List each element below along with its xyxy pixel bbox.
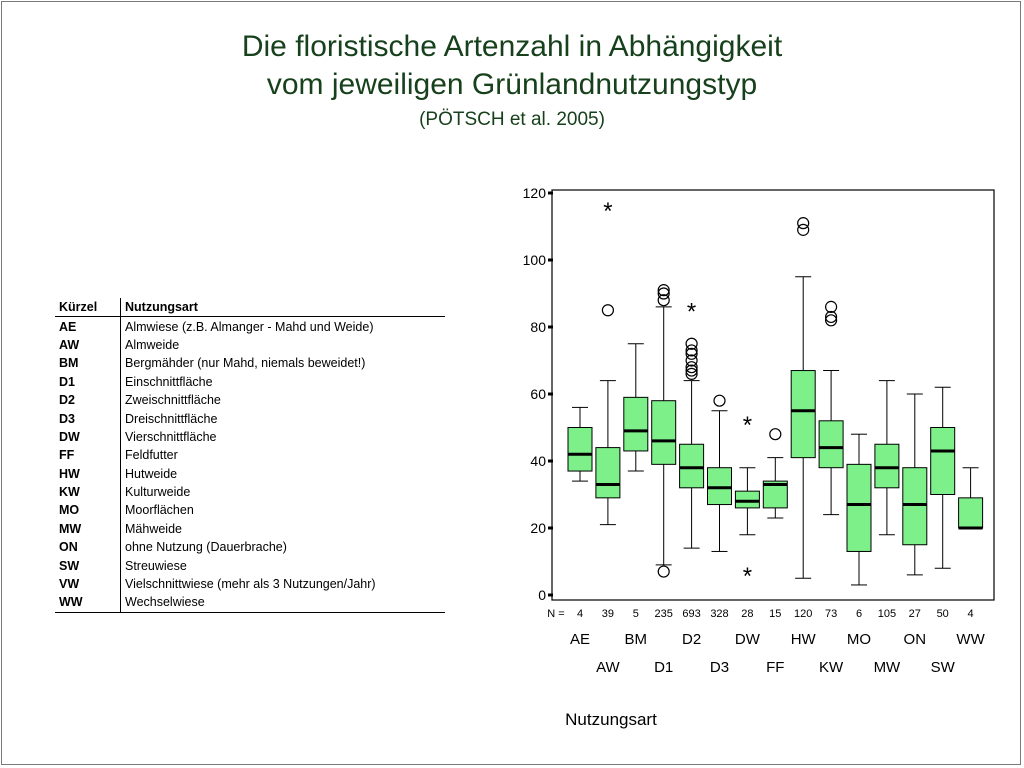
row-name: Dreischnittfläche [125,411,218,426]
row-name: Einschnittfläche [125,374,213,389]
box [931,428,955,495]
box [735,491,759,508]
box [568,428,592,472]
row-code: HW [55,465,121,483]
title-line-1: Die floristische Artenzahl in Abhängigkeit [241,30,783,63]
n-value: 28 [741,608,754,620]
header-code: Kürzel [55,298,121,317]
extreme-point: * [742,412,753,440]
box [680,444,704,488]
x-tick-label: D3 [709,659,730,676]
x-tick-label: BM [624,631,648,648]
row-code: BM [55,354,121,372]
row-code: SW [55,556,121,574]
outlier-point [798,218,809,229]
title-citation: (PÖTSCH et al. 2005) [419,109,605,130]
y-tick-label: 80 [530,319,546,335]
n-value: 328 [710,608,729,620]
row-code: MW [55,520,121,538]
n-value: 39 [601,608,615,620]
x-tick-label: D2 [682,631,702,648]
row-name: Moorflächen [125,503,194,518]
extreme-point: * [686,298,697,326]
row-name: Vierschnittfläche [125,429,217,444]
y-tick-label: 60 [530,386,546,402]
outlier-point [826,301,837,312]
row-name: Mähweide [125,521,182,536]
row-name: Hutweide [125,466,178,481]
box [959,498,983,528]
n-label: N = [547,608,565,620]
x-tick-label: HW [790,631,816,648]
x-axis-label: Nutzungsart [565,710,657,729]
row-name: Almweide [125,337,180,352]
box [847,464,871,551]
header-name: Nutzungsart [121,298,446,317]
row-code: VW [55,575,121,593]
row-code: DW [55,428,121,446]
x-tick-label: MO [846,631,872,648]
row-name: Almwiese (z.B. Almanger - Mahd und Weide) [125,319,374,334]
row-code: D2 [55,391,121,409]
x-tick-label: FF [766,659,785,676]
row-name: Feldfutter [125,448,178,463]
box [596,448,620,498]
n-value: 120 [794,608,813,620]
n-value: 73 [824,608,838,620]
box [791,371,815,458]
row-code: MO [55,501,121,519]
row-code: KW [55,483,121,501]
y-tick-label: 20 [530,520,546,536]
x-tick-label: AW [596,659,620,676]
x-tick-label: KW [819,659,844,676]
row-name: ohne Nutzung (Dauerbrache) [125,540,287,555]
x-tick-label: SW [930,659,955,676]
box [652,401,676,465]
box [819,421,843,468]
outlier-point [798,224,809,235]
x-tick-label: D1 [654,659,674,676]
row-name: Kulturweide [125,485,191,500]
box [624,397,648,451]
n-value: 105 [877,608,897,620]
row-name: Streuwiese [125,558,187,573]
n-value: 6 [855,608,863,620]
x-tick-label: ON [903,631,927,648]
box [903,468,927,545]
row-code: WW [55,593,121,612]
box [708,468,732,505]
n-value: 5 [632,608,639,620]
title-line-2: vom jeweiligen Grünlandnutzungstyp [266,68,758,101]
outlier-point [686,338,697,349]
y-tick-label: 100 [522,252,546,268]
x-tick-label: DW [734,631,760,648]
row-name: Bergmähder (nur Mahd, niemals beweidet!) [125,356,366,371]
x-tick-label: AE [569,631,591,648]
row-code: AW [55,336,121,354]
outlier-point [602,305,613,316]
row-name: Vielschnittwiese (mehr als 3 Nutzungen/Jahr) [125,577,376,592]
row-code: D3 [55,409,121,427]
extreme-point: * [603,197,613,225]
n-value: 27 [908,608,921,620]
x-tick-label: MW [873,659,901,676]
row-code: AE [55,317,121,336]
extreme-point: * [742,562,753,590]
outlier-point [686,355,697,366]
row-name: Wechselwiese [121,593,446,612]
y-tick-label: 120 [522,185,546,201]
outlier-point [714,395,725,406]
y-tick-label: 40 [530,453,546,469]
n-value: 693 [682,608,701,620]
outlier-point [770,429,781,440]
n-value: 4 [967,608,974,620]
row-name: Zweischnittfläche [125,393,221,408]
box [875,444,899,488]
row-code: FF [55,446,121,464]
x-tick-label: WW [956,631,985,648]
outlier-point [658,566,669,577]
row-code: ON [55,538,121,556]
plot-frame [552,190,994,600]
y-tick-label: 0 [538,587,546,603]
outlier-point [658,295,669,306]
n-value: 4 [576,608,584,620]
n-value: 235 [654,608,673,620]
n-value: 15 [769,608,782,620]
row-code: D1 [55,373,121,391]
n-value: 50 [936,608,949,620]
